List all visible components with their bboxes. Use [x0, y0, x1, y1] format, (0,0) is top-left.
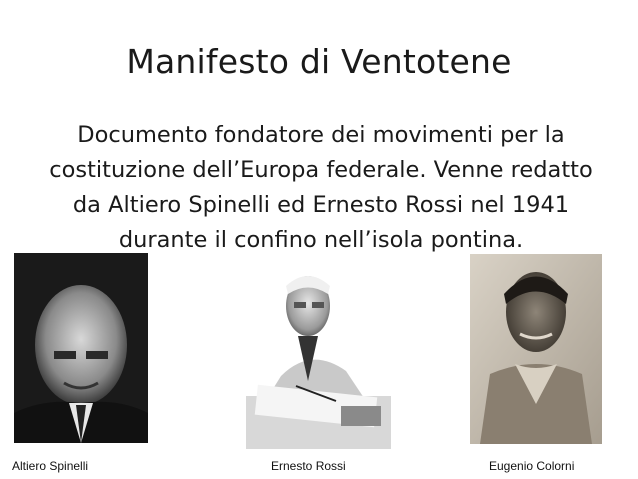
body-line: Documento fondatore dei movimenti per la — [77, 122, 565, 148]
caption-ernesto-rossi: Ernesto Rossi — [271, 459, 346, 473]
body-line: durante il confino nell’isola pontina. — [118, 227, 524, 253]
photo-altiero-spinelli — [14, 253, 148, 443]
slide-body-text — [30, 118, 612, 258]
caption-altiero-spinelli: Altiero Spinelli — [12, 459, 89, 473]
slide-title: Manifesto di Ventotene — [126, 42, 512, 81]
photo-eugenio-colorni — [470, 254, 602, 444]
body-line: costituzione dell’Europa federale. Venne redatto — [49, 157, 593, 183]
photo-ernesto-rossi — [236, 256, 391, 449]
body-line: da Altiero Spinelli ed Ernesto Rossi nel 1941 — [72, 192, 570, 218]
caption-eugenio-colorni: Eugenio Colorni — [489, 459, 575, 473]
